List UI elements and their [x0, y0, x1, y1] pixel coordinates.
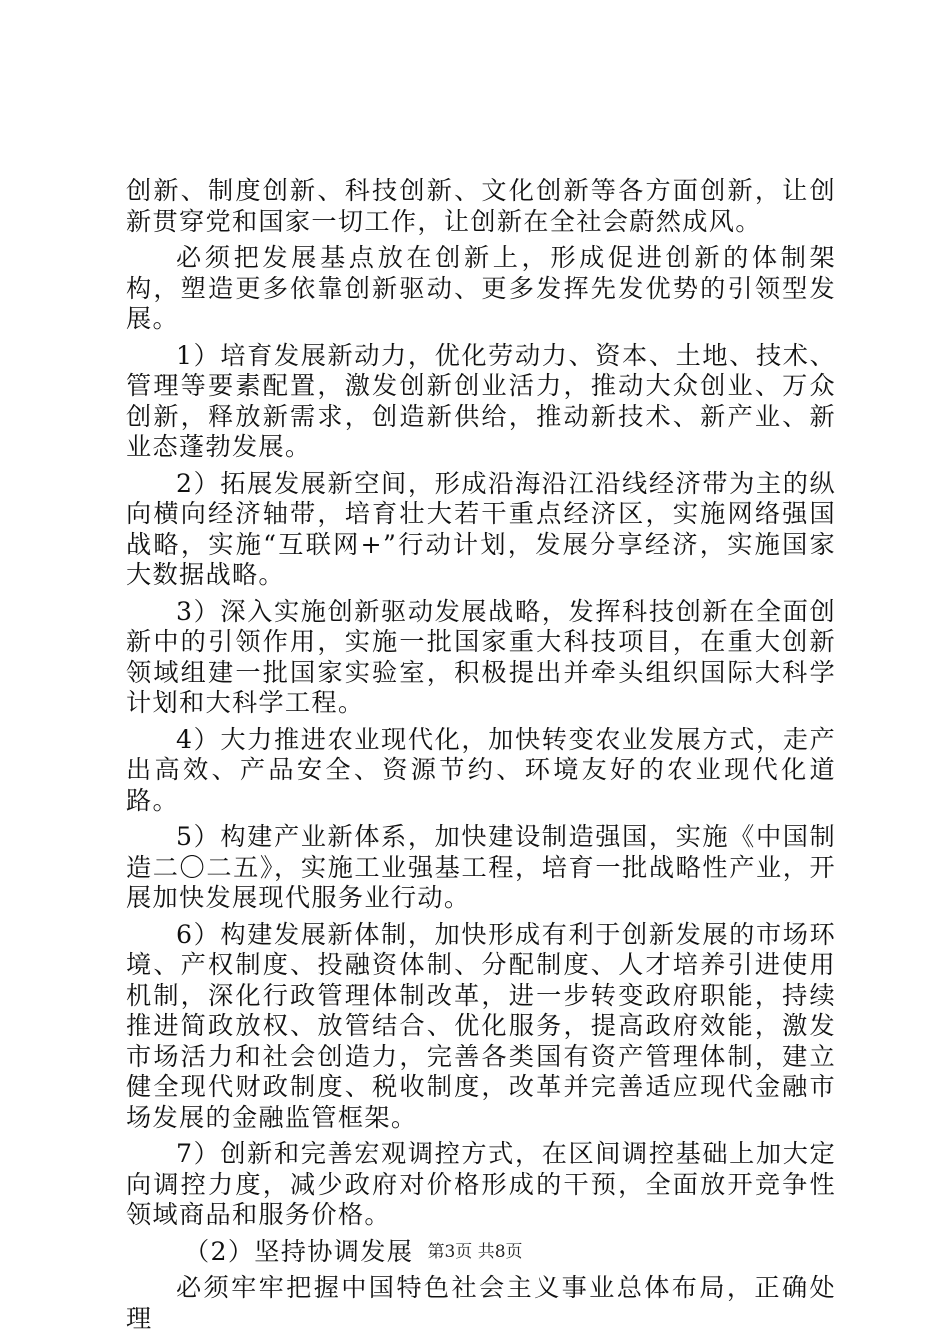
paragraph-2: 必须把发展基点放在创新上，形成促进创新的体制架构，塑造更多依靠创新驱动、更多发挥先发优势的引领型发展。 [126, 243, 836, 333]
page-number-footer: 第3页 共8页 [427, 1242, 523, 1262]
paragraph-8: 6）构建发展新体制，加快形成有利于创新发展的市场环境、产权制度、投融资体制、分配制度、人才培养引进使用机制，深化行政管理体制改革，进一步转变政府职能，持续推进简政放权、放管结合、优化服务，提高政府效能，激发市场活力和社会创造力，完善各类国有资产管理体制，建立健全现代财政制度、税收制度，改革并完善适应现代金融市场发展的金融监管框架。 [126, 919, 836, 1132]
paragraph-6: 4）大力推进农业现代化，加快转变农业发展方式，走产出高效、产品安全、资源节约、环境友好的农业现代化道路。 [126, 724, 836, 815]
document-body [126, 176, 836, 1340]
paragraph-7: 5）构建产业新体系，加快建设制造强国，实施《中国制造二〇二五》，实施工业强基工程，培育一批战略性产业，开展加快发展现代服务业行动。 [126, 822, 836, 912]
section-heading: （2）坚持协调发展 [184, 1236, 414, 1266]
paragraph-11: 必须牢牢把握中国特色社会主义事业总体布局，正确处理 [126, 1273, 836, 1333]
paragraph-1: 创新、制度创新、科技创新、文化创新等各方面创新，让创新贯穿党和国家一切工作，让创新在全社会蔚然成风。 [126, 176, 836, 236]
paragraph-3: 1）培育发展新动力，优化劳动力、资本、土地、技术、管理等要素配置，激发创新创业活力，推动大众创业、万众创新，释放新需求，创造新供给，推动新技术、新产业、新业态蓬勃发展。 [126, 340, 836, 461]
paragraph-4: 2）拓展发展新空间，形成沿海沿江沿线经济带为主的纵向横向经济轴带，培育壮大若干重点经济区，实施网络强国战略，实施“互联网+”行动计划，发展分享经济，实施国家大数据战略。 [126, 468, 836, 589]
paragraph-9: 7）创新和完善宏观调控方式，在区间调控基础上加大定向调控力度，减少政府对价格形成的干预，全面放开竞争性领域商品和服务价格。 [126, 1139, 836, 1229]
paragraph-5: 3）深入实施创新驱动发展战略，发挥科技创新在全面创新中的引领作用，实施一批国家重大科技项目，在重大创新领域组建一批国家实验室，积极提出并牵头组织国际大科学计划和大科学工程。 [126, 596, 836, 717]
